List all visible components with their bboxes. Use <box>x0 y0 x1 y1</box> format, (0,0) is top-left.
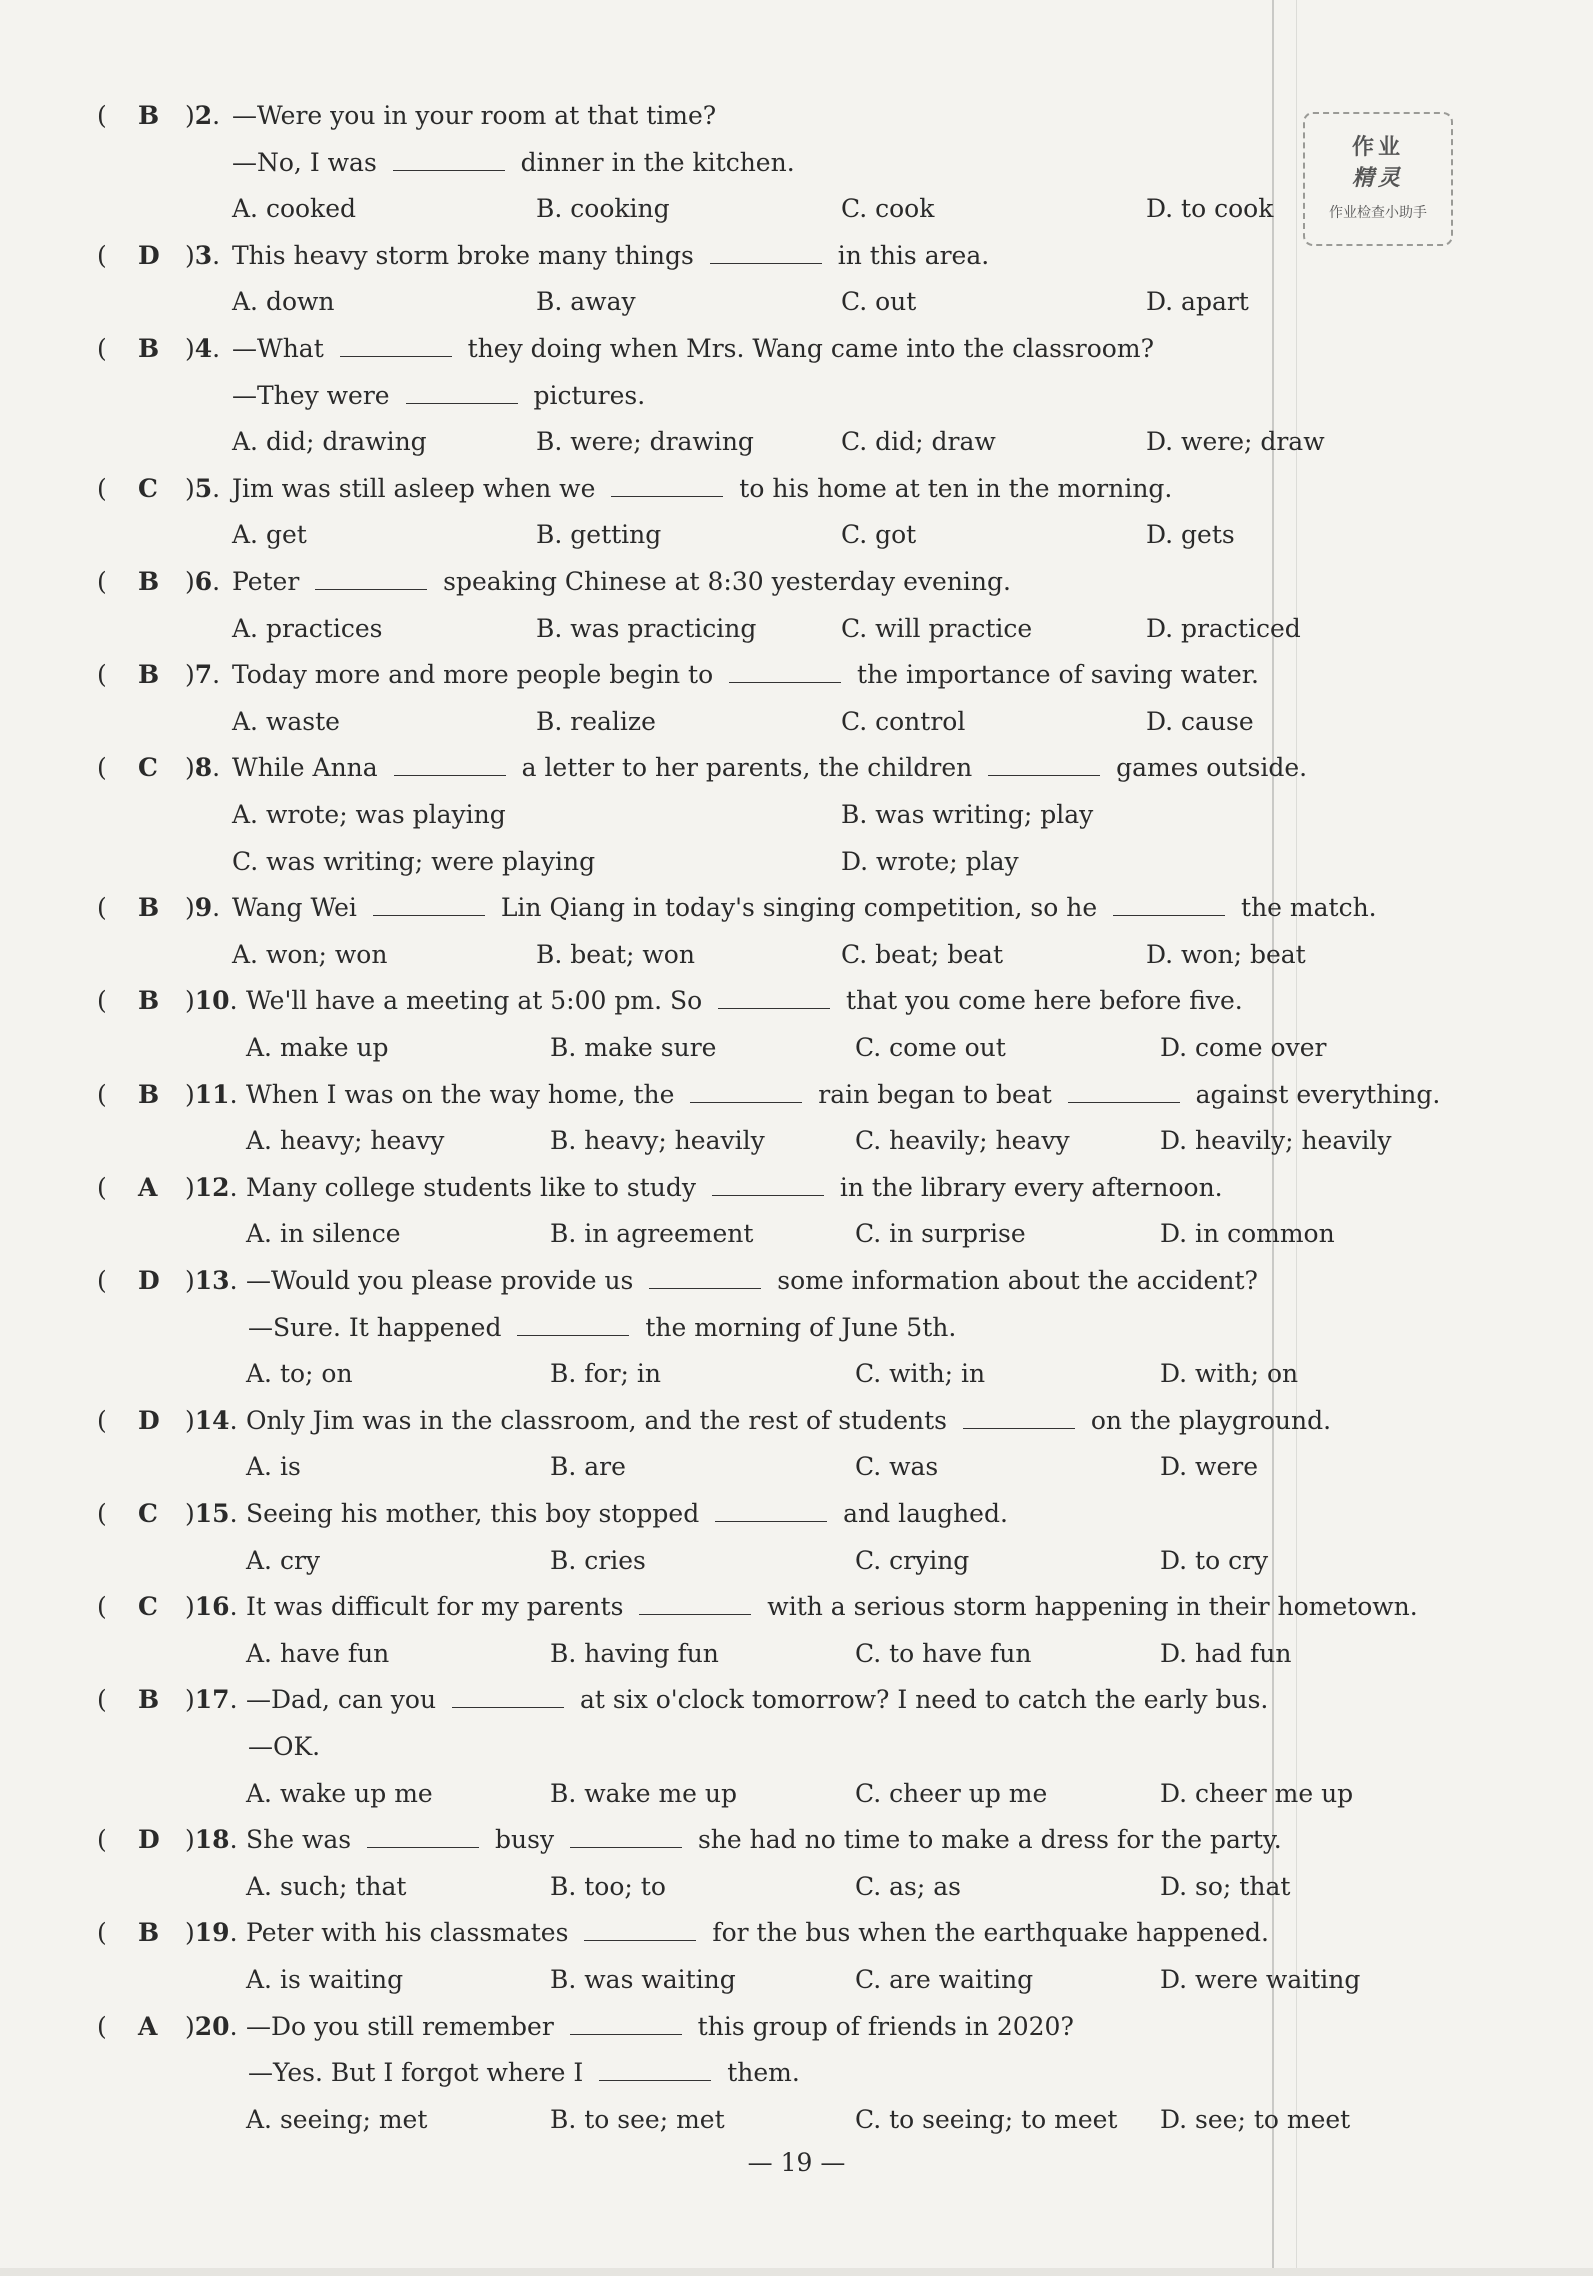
question-row <box>0 1496 1420 1532</box>
question-number: )3. <box>185 240 221 270</box>
answer-blank[interactable] <box>394 753 506 776</box>
answer-option[interactable]: D. wrote; play <box>841 846 1019 876</box>
answer-blank[interactable] <box>690 1080 802 1103</box>
stem-text: speaking Chinese at 8:30 yesterday evening. <box>435 567 1011 596</box>
answer-option[interactable]: D. to cook <box>1146 194 1274 224</box>
answer-paren: ( <box>97 1685 107 1715</box>
answer-letter: A <box>138 1172 158 1202</box>
options-row <box>0 424 1420 460</box>
question-number: )9. <box>185 893 221 923</box>
answer-option[interactable]: B. to see; met <box>550 2104 725 2134</box>
answer-option[interactable]: A. seeing; met <box>246 2104 428 2134</box>
answer-option[interactable]: B. cooking <box>536 194 670 224</box>
answer-blank[interactable] <box>988 753 1100 776</box>
question-number: )20. <box>185 2011 238 2041</box>
question-row <box>0 471 1420 507</box>
options-row <box>0 1030 1420 1066</box>
answer-option[interactable]: D. with; on <box>1160 1359 1299 1389</box>
answer-option[interactable]: C. to have fun <box>855 1638 1032 1668</box>
answer-option[interactable]: D. so; that <box>1160 1871 1291 1901</box>
options-row <box>0 191 1420 227</box>
options-row <box>0 1543 1420 1579</box>
question-stem <box>232 564 1011 600</box>
stem-text: in the library every afternoon. <box>831 1172 1223 1202</box>
question-continuation <box>0 378 1420 414</box>
answer-blank[interactable] <box>963 1406 1075 1429</box>
answer-blank[interactable] <box>570 1825 682 1848</box>
answer-paren: ( <box>97 1266 107 1295</box>
stem-text: When I was on the way home, the <box>246 1079 683 1109</box>
answer-option[interactable]: B. make sure <box>550 1033 717 1062</box>
answer-letter: D <box>138 1825 160 1855</box>
stem-text: Lin Qiang in today's singing competition, so he <box>492 893 1106 923</box>
answer-letter: B <box>138 660 160 690</box>
answer-option[interactable]: B. away <box>536 287 636 317</box>
answer-blank[interactable] <box>584 1918 696 1941</box>
answer-option[interactable]: B. realize <box>536 706 656 736</box>
answer-option[interactable]: C. out <box>841 287 917 317</box>
stem-text: —Would you please provide us <box>246 1266 642 1295</box>
answer-option[interactable]: B. was practicing <box>536 613 757 643</box>
answer-option[interactable]: B. beat; won <box>536 939 695 969</box>
stamp-title: 作业 <box>1351 135 1404 160</box>
answer-letter: B <box>138 334 160 363</box>
answer-option[interactable]: C. crying <box>855 1545 970 1575</box>
question-stem <box>232 657 1259 693</box>
stem-text: pictures. <box>525 380 646 410</box>
stem-text: in this area. <box>829 240 990 270</box>
question-row <box>0 98 1420 134</box>
question-continuation <box>0 145 1420 181</box>
answer-option[interactable]: C. control <box>841 706 966 736</box>
answer-blank[interactable] <box>649 1266 761 1289</box>
stem-text: —Dad, can you <box>246 1685 445 1715</box>
question-row <box>0 1170 1420 1206</box>
answer-option[interactable]: A. have fun <box>246 1638 390 1668</box>
question-stem <box>232 238 989 274</box>
question-stem <box>248 2055 800 2091</box>
answer-blank[interactable] <box>599 2058 711 2081</box>
stem-text: a letter to her parents, the children <box>513 753 981 783</box>
answer-blank[interactable] <box>715 1499 827 1522</box>
answer-option[interactable]: D. cheer me up <box>1160 1778 1354 1808</box>
options-row <box>0 1869 1420 1905</box>
question-number: )12. <box>185 1172 238 1202</box>
question-row <box>0 1589 1420 1625</box>
options-row <box>0 1449 1420 1485</box>
question-number: )16. <box>185 1592 238 1622</box>
answer-blank[interactable] <box>729 660 841 683</box>
answer-option[interactable]: B. in agreement <box>550 1219 754 1249</box>
stem-text: —OK. <box>248 1732 321 1761</box>
answer-option[interactable]: C. cook <box>841 194 935 224</box>
question-number: )4. <box>185 334 221 363</box>
stem-text: the morning of June 5th. <box>637 1312 957 1342</box>
answer-option[interactable]: B. was writing; play <box>841 800 1094 829</box>
answer-blank[interactable] <box>393 148 505 171</box>
answer-option[interactable]: C. got <box>841 520 917 550</box>
stem-text: at six o'clock tomorrow? I need to catch the early bus. <box>572 1685 1269 1715</box>
answer-paren: ( <box>97 473 107 503</box>
answer-letter: B <box>138 986 160 1016</box>
question-number: )10. <box>185 986 238 1016</box>
stem-text: some information about the accident? <box>769 1266 1258 1295</box>
question-row <box>0 1682 1420 1718</box>
question-number: )18. <box>185 1825 238 1855</box>
answer-paren: ( <box>97 1079 107 1109</box>
question-number: )13. <box>185 1266 238 1295</box>
answer-option[interactable]: B. were; drawing <box>536 427 754 457</box>
answer-option[interactable]: B. cries <box>550 1545 646 1575</box>
options-row <box>0 517 1420 553</box>
stem-text: —They were <box>232 380 398 410</box>
question-continuation <box>0 1310 1420 1346</box>
answer-option[interactable]: A. is <box>246 1452 301 1482</box>
question-number: )15. <box>185 1499 238 1528</box>
answer-option[interactable]: D. gets <box>1146 520 1235 550</box>
question-stem <box>246 983 1243 1019</box>
options-row <box>0 2102 1420 2138</box>
answer-option[interactable]: C. in surprise <box>855 1219 1026 1249</box>
question-number: )11. <box>185 1079 238 1109</box>
stem-text: with a serious storm happening in their hometown. <box>759 1592 1418 1622</box>
options-row <box>0 844 1420 880</box>
question-stem <box>232 750 1307 786</box>
question-row <box>0 983 1420 1019</box>
options-row <box>0 284 1420 320</box>
answer-blank[interactable] <box>340 334 452 357</box>
answer-option[interactable]: D. heavily; heavily <box>1160 1126 1392 1156</box>
answer-paren: ( <box>97 1405 107 1435</box>
stem-text: Seeing his mother, this boy stopped <box>246 1499 708 1528</box>
question-row <box>0 750 1420 786</box>
question-number: )8. <box>185 753 221 783</box>
answer-option[interactable]: C. beat; beat <box>841 939 1003 969</box>
answer-option[interactable]: B. was waiting <box>550 1965 736 1994</box>
question-stem <box>248 1310 956 1346</box>
answer-paren: ( <box>97 986 107 1016</box>
answer-option[interactable]: C. cheer up me <box>855 1778 1048 1808</box>
question-number: )17. <box>185 1685 238 1715</box>
stem-text: games outside. <box>1108 753 1308 783</box>
answer-letter: D <box>138 1405 160 1435</box>
options-row <box>0 1356 1420 1392</box>
stem-text: —Were you in your room at that time? <box>232 101 717 130</box>
question-row <box>0 331 1420 367</box>
answer-option[interactable]: D. won; beat <box>1146 939 1306 969</box>
answer-paren: ( <box>97 1172 107 1202</box>
question-stem <box>232 890 1377 926</box>
stem-text: against everything. <box>1187 1079 1441 1109</box>
stem-text: While Anna <box>232 753 386 783</box>
answer-paren: ( <box>97 240 107 270</box>
stem-text: It was difficult for my parents <box>246 1592 632 1622</box>
answer-option[interactable]: D. cause <box>1146 706 1254 736</box>
answer-letter: D <box>138 240 160 270</box>
stem-text: Jim was still asleep when we <box>232 473 604 503</box>
stem-text: and laughed. <box>835 1499 1008 1528</box>
answer-option[interactable]: B. heavy; heavily <box>550 1126 765 1156</box>
answer-blank[interactable] <box>611 474 723 497</box>
answer-option[interactable]: A. such; that <box>246 1871 407 1901</box>
question-stem <box>246 1682 1268 1718</box>
answer-option[interactable]: A. did; drawing <box>232 427 427 457</box>
answer-blank[interactable] <box>517 1313 629 1336</box>
answer-letter: C <box>138 473 158 503</box>
answer-blank[interactable] <box>1068 1080 1180 1103</box>
question-stem <box>232 471 1172 507</box>
stem-text: —No, I was <box>232 147 385 177</box>
answer-paren: ( <box>97 893 107 923</box>
answer-option[interactable]: A. waste <box>232 706 340 736</box>
answer-letter: B <box>138 1079 160 1109</box>
answer-option[interactable]: A. cry <box>246 1545 321 1575</box>
answer-letter: B <box>138 567 160 596</box>
answer-option[interactable]: C. with; in <box>855 1359 986 1389</box>
stem-text: this group of friends in 2020? <box>689 2011 1074 2041</box>
answer-option[interactable]: C. come out <box>855 1033 1006 1062</box>
answer-blank[interactable] <box>452 1685 564 1708</box>
stem-text: Many college students like to study <box>246 1172 704 1202</box>
answer-option[interactable]: A. in silence <box>246 1219 401 1249</box>
answer-letter: B <box>138 1685 160 1715</box>
question-stem <box>246 1077 1440 1113</box>
stem-text: Peter <box>232 567 308 596</box>
answer-paren: ( <box>97 660 107 690</box>
question-row <box>0 1263 1420 1299</box>
answer-option[interactable]: C. did; draw <box>841 427 996 457</box>
page-number: — 19 — <box>747 2148 846 2177</box>
answer-paren: ( <box>97 1918 107 1948</box>
answer-option[interactable]: D. were waiting <box>1160 1965 1361 1994</box>
answer-blank[interactable] <box>406 381 518 404</box>
answer-letter: C <box>138 753 158 783</box>
answer-option[interactable]: A. wake up me <box>246 1778 433 1808</box>
answer-blank[interactable] <box>710 241 822 264</box>
answer-option[interactable]: C. will practice <box>841 613 1033 643</box>
stem-text: —Yes. But I forgot where I <box>248 2058 592 2088</box>
answer-option[interactable]: D. practiced <box>1146 613 1301 643</box>
answer-paren: ( <box>97 753 107 783</box>
stem-text: the match. <box>1233 893 1377 923</box>
answer-option[interactable]: C. are waiting <box>855 1965 1034 1994</box>
answer-option[interactable]: A. to; on <box>246 1359 353 1389</box>
stem-text: she had no time to make a dress for the party. <box>690 1825 1282 1855</box>
answer-option[interactable]: C. heavily; heavy <box>855 1126 1070 1156</box>
question-row <box>0 2009 1420 2045</box>
answer-blank[interactable] <box>570 2012 682 2035</box>
answer-option[interactable]: B. too; to <box>550 1871 666 1901</box>
answer-option[interactable]: A. down <box>232 287 335 317</box>
question-row <box>0 1077 1441 1113</box>
question-number: )2. <box>185 101 221 130</box>
question-row <box>0 238 1420 274</box>
question-continuation <box>0 1729 1420 1765</box>
answer-blank[interactable] <box>718 986 830 1009</box>
stamp-caption: 作业检查小助手 <box>1329 205 1427 221</box>
answer-option[interactable]: A. get <box>232 520 307 550</box>
answer-option[interactable]: D. to cry <box>1160 1545 1269 1575</box>
answer-option[interactable]: A. is waiting <box>246 1965 404 1994</box>
stem-text: We'll have a meeting at 5:00 pm. So <box>246 986 711 1016</box>
answer-paren: ( <box>97 2011 107 2041</box>
stem-text: dinner in the kitchen. <box>512 147 795 177</box>
answer-blank[interactable] <box>367 1825 479 1848</box>
answer-option[interactable]: D. were <box>1160 1452 1258 1482</box>
answer-paren: ( <box>97 1499 107 1528</box>
answer-paren: ( <box>97 1825 107 1855</box>
answer-letter: B <box>138 1918 160 1948</box>
answer-option[interactable]: D. apart <box>1146 287 1249 317</box>
question-stem <box>248 1729 320 1765</box>
options-row <box>0 704 1420 740</box>
stem-text: Wang Wei <box>232 893 365 923</box>
stem-text: that you come here before five. <box>838 986 1243 1016</box>
answer-blank[interactable] <box>373 893 485 916</box>
question-stem <box>246 1915 1269 1951</box>
answer-letter: D <box>138 1266 160 1295</box>
options-row <box>0 1962 1420 1998</box>
question-stem <box>246 1496 1008 1532</box>
answer-option[interactable]: C. to seeing; to meet <box>855 2104 1118 2134</box>
answer-option[interactable]: A. practices <box>232 613 383 643</box>
stem-text: Only Jim was in the classroom, and the rest of students <box>246 1405 955 1435</box>
question-number: )5. <box>185 473 221 503</box>
answer-blank[interactable] <box>712 1173 824 1196</box>
options-row <box>0 797 1420 833</box>
options-row <box>0 937 1420 973</box>
answer-option[interactable]: C. was <box>855 1452 939 1482</box>
answer-blank[interactable] <box>639 1592 751 1615</box>
answer-letter: C <box>138 1592 158 1622</box>
answer-paren: ( <box>97 1592 107 1622</box>
stem-text: —Sure. It happened <box>248 1312 510 1342</box>
answer-option[interactable]: C. was writing; were playing <box>232 846 596 876</box>
question-stem <box>232 331 1154 367</box>
stem-text: busy <box>487 1825 563 1855</box>
answer-option[interactable]: C. as; as <box>855 1871 961 1901</box>
answer-option[interactable]: D. had fun <box>1160 1638 1292 1668</box>
stem-text: Today more and more people begin to <box>232 660 722 690</box>
question-number: )6. <box>185 567 221 596</box>
question-row <box>0 1915 1420 1951</box>
stem-text: She was <box>246 1825 360 1855</box>
answer-blank[interactable] <box>315 567 427 590</box>
answer-option[interactable]: A. heavy; heavy <box>246 1126 445 1156</box>
stem-text: rain began to beat <box>810 1079 1060 1109</box>
question-number: )19. <box>185 1918 238 1948</box>
question-row <box>0 1822 1420 1858</box>
question-stem <box>246 1403 1331 1439</box>
answer-option[interactable]: A. wrote; was playing <box>232 800 506 829</box>
question-row <box>0 1403 1420 1439</box>
options-row <box>0 1123 1420 1159</box>
answer-letter: C <box>138 1499 158 1528</box>
answer-option[interactable]: D. were; draw <box>1146 427 1325 457</box>
question-row <box>0 890 1420 926</box>
stem-text: for the bus when the earthquake happened. <box>704 1918 1269 1948</box>
answer-option[interactable]: A. won; won <box>232 939 388 969</box>
answer-letter: B <box>138 101 160 130</box>
question-number: )14. <box>185 1405 238 1435</box>
page-bottom-edge <box>0 2268 1593 2276</box>
answer-letter: B <box>138 893 160 923</box>
options-row <box>0 1636 1420 1672</box>
question-row <box>0 657 1420 693</box>
options-row <box>0 1776 1420 1812</box>
options-row <box>0 611 1420 647</box>
stamp-subtitle: 精灵 <box>1351 166 1404 191</box>
question-stem <box>246 1822 1282 1858</box>
answer-option[interactable]: A. cooked <box>232 194 356 224</box>
answer-paren: ( <box>97 101 107 130</box>
answer-option[interactable]: B. having fun <box>550 1638 719 1668</box>
question-row <box>0 564 1420 600</box>
stem-text: —What <box>232 334 332 363</box>
answer-option[interactable]: D. see; to meet <box>1160 2104 1351 2134</box>
answer-option[interactable]: A. make up <box>246 1033 389 1062</box>
answer-option[interactable]: D. in common <box>1160 1219 1335 1249</box>
question-stem <box>246 1263 1258 1299</box>
answer-letter: A <box>138 2011 158 2041</box>
stem-text: them. <box>719 2058 800 2088</box>
stem-text: they doing when Mrs. Wang came into the classroom? <box>459 334 1154 363</box>
answer-paren: ( <box>97 334 107 363</box>
stem-text: on the playground. <box>1082 1405 1332 1435</box>
options-row <box>0 1216 1420 1252</box>
question-stem <box>232 98 716 134</box>
stem-text: This heavy storm broke many things <box>232 240 702 270</box>
answer-blank[interactable] <box>1113 893 1225 916</box>
answer-option[interactable]: B. getting <box>536 520 662 550</box>
answer-option[interactable]: B. are <box>550 1452 626 1482</box>
stem-text: —Do you still remember <box>246 2011 562 2041</box>
question-stem <box>246 2009 1074 2045</box>
question-number: )7. <box>185 660 221 690</box>
stem-text: the importance of saving water. <box>849 660 1259 690</box>
stem-text: Peter with his classmates <box>246 1918 577 1948</box>
question-stem <box>232 378 645 414</box>
answer-option[interactable]: D. come over <box>1160 1033 1327 1062</box>
question-stem <box>232 145 795 181</box>
answer-paren: ( <box>97 567 107 596</box>
answer-option[interactable]: B. for; in <box>550 1359 661 1389</box>
question-continuation <box>0 2055 1420 2091</box>
answer-option[interactable]: B. wake me up <box>550 1778 738 1808</box>
question-stem <box>246 1589 1418 1625</box>
question-stem <box>246 1170 1223 1206</box>
stem-text: to his home at ten in the morning. <box>731 473 1173 503</box>
